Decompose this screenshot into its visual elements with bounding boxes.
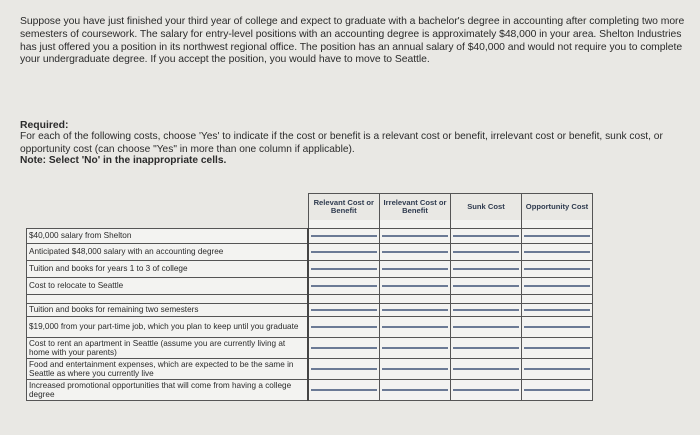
column-header-irrelevant: Irrelevant Cost or Benefit (380, 194, 451, 221)
answer-cell[interactable] (522, 261, 593, 278)
answer-dropdown[interactable] (453, 389, 519, 391)
row-label: Cost to relocate to Seattle (27, 278, 309, 295)
row-label: Increased promotional opportunities that will come from having a college degree (27, 380, 309, 401)
row-label: Food and entertainment expenses, which are expected to be the same in Seattle as where you currently live (27, 359, 309, 380)
table-row (27, 229, 593, 244)
row-label: Tuition and books for years 1 to 3 of college (27, 261, 309, 278)
answer-dropdown[interactable] (311, 347, 377, 349)
table-row (27, 359, 593, 380)
answer-dropdown[interactable] (453, 235, 519, 237)
answer-dropdown[interactable] (382, 368, 448, 370)
answer-dropdown[interactable] (382, 309, 448, 311)
answer-cell[interactable] (380, 359, 451, 380)
answer-cell[interactable] (308, 261, 380, 278)
answer-dropdown[interactable] (524, 268, 590, 270)
answer-dropdown[interactable] (453, 368, 519, 370)
answer-cell[interactable] (380, 261, 451, 278)
answer-cell[interactable] (522, 317, 593, 338)
row-label: $40,000 salary from Shelton (27, 229, 309, 244)
answer-cell[interactable] (451, 244, 522, 261)
answer-cell[interactable] (308, 244, 380, 261)
row-label: $19,000 from your part-time job, which you plan to keep until you graduate (27, 317, 309, 338)
answer-dropdown[interactable] (524, 309, 590, 311)
answer-cell[interactable] (380, 244, 451, 261)
answer-cell[interactable] (308, 359, 380, 380)
answer-cell[interactable] (522, 244, 593, 261)
answer-dropdown[interactable] (311, 326, 377, 328)
row-label: Anticipated $48,000 salary with an accounting degree (27, 244, 309, 261)
answer-dropdown[interactable] (382, 347, 448, 349)
answer-cell[interactable] (522, 338, 593, 359)
answer-cell[interactable] (380, 338, 451, 359)
answer-cell[interactable] (522, 304, 593, 317)
required-heading: Required: (20, 120, 69, 131)
answer-cell[interactable] (380, 380, 451, 401)
answer-cell[interactable] (380, 317, 451, 338)
table-header-row (27, 194, 593, 221)
answer-cell[interactable] (308, 304, 380, 317)
header-spacer (27, 220, 593, 229)
answer-dropdown[interactable] (311, 285, 377, 287)
answer-dropdown[interactable] (524, 235, 590, 237)
table-row (27, 317, 593, 338)
answer-cell[interactable] (522, 278, 593, 295)
answer-dropdown[interactable] (382, 326, 448, 328)
answer-cell[interactable] (308, 317, 380, 338)
row-label: Cost to rent an apartment in Seattle (assume you are currently living at home with your parents) (27, 338, 309, 359)
table-row (27, 304, 593, 317)
note-text: Note: Select 'No' in the inappropriate cells. (20, 155, 227, 166)
table-row (27, 244, 593, 261)
answer-dropdown[interactable] (524, 251, 590, 253)
answer-dropdown[interactable] (311, 389, 377, 391)
answer-cell[interactable] (308, 338, 380, 359)
answer-dropdown[interactable] (524, 389, 590, 391)
row-label: Tuition and books for remaining two semesters (27, 304, 309, 317)
answer-cell[interactable] (451, 229, 522, 244)
answer-dropdown[interactable] (453, 251, 519, 253)
answer-dropdown[interactable] (382, 235, 448, 237)
answer-dropdown[interactable] (453, 268, 519, 270)
column-header-sunk: Sunk Cost (451, 194, 522, 221)
answer-dropdown[interactable] (311, 268, 377, 270)
answer-dropdown[interactable] (453, 285, 519, 287)
answer-dropdown[interactable] (382, 268, 448, 270)
answer-dropdown[interactable] (382, 389, 448, 391)
required-instructions: For each of the following costs, choose 'Yes' to indicate if the cost or benefit is a relevant cost or benefit, irrelevant cost or benefit, sunk cost, or opportunity cost (can choose "Yes" in more than one column if applicable). (20, 131, 663, 155)
answer-dropdown[interactable] (524, 347, 590, 349)
column-header-opportunity: Opportunity Cost (522, 194, 593, 221)
column-header-relevant: Relevant Cost or Benefit (308, 194, 380, 221)
answer-cell[interactable] (380, 304, 451, 317)
answer-cell[interactable] (451, 338, 522, 359)
answer-cell[interactable] (451, 380, 522, 401)
answer-cell[interactable] (522, 229, 593, 244)
answer-cell[interactable] (451, 278, 522, 295)
answer-dropdown[interactable] (311, 235, 377, 237)
answer-dropdown[interactable] (453, 347, 519, 349)
answer-dropdown[interactable] (311, 309, 377, 311)
answer-cell[interactable] (451, 304, 522, 317)
table-row (27, 278, 593, 295)
answer-cell[interactable] (308, 229, 380, 244)
row-spacer (27, 295, 593, 304)
answer-dropdown[interactable] (311, 251, 377, 253)
answer-cell[interactable] (308, 278, 380, 295)
scenario-paragraph: Suppose you have just finished your third year of college and expect to graduate with a bachelor's degree in accounting after completing two more semesters of coursework. The salary for entry-level positions with an accounting degree is approximately $48,000 in your area. Shelton Industries has just offered you a position in its northwest regional office. The position has an annual salary of $40,000 and would not require you to complete your undergraduate degree. If you accept the position, you would have to move to Seattle. (20, 16, 685, 66)
answer-cell[interactable] (380, 278, 451, 295)
answer-dropdown[interactable] (524, 368, 590, 370)
header-blank (27, 194, 309, 221)
answer-dropdown[interactable] (382, 285, 448, 287)
answer-cell[interactable] (308, 380, 380, 401)
table-row (27, 380, 593, 401)
answer-cell[interactable] (451, 317, 522, 338)
answer-dropdown[interactable] (382, 251, 448, 253)
cost-classification-table (26, 193, 593, 401)
answer-cell[interactable] (451, 261, 522, 278)
answer-cell[interactable] (451, 359, 522, 380)
answer-cell[interactable] (522, 359, 593, 380)
table-row (27, 261, 593, 278)
answer-dropdown[interactable] (453, 326, 519, 328)
answer-dropdown[interactable] (311, 368, 377, 370)
answer-dropdown[interactable] (453, 309, 519, 311)
answer-cell[interactable] (380, 229, 451, 244)
answer-dropdown[interactable] (524, 285, 590, 287)
table-row (27, 338, 593, 359)
answer-cell[interactable] (522, 380, 593, 401)
answer-dropdown[interactable] (524, 326, 590, 328)
